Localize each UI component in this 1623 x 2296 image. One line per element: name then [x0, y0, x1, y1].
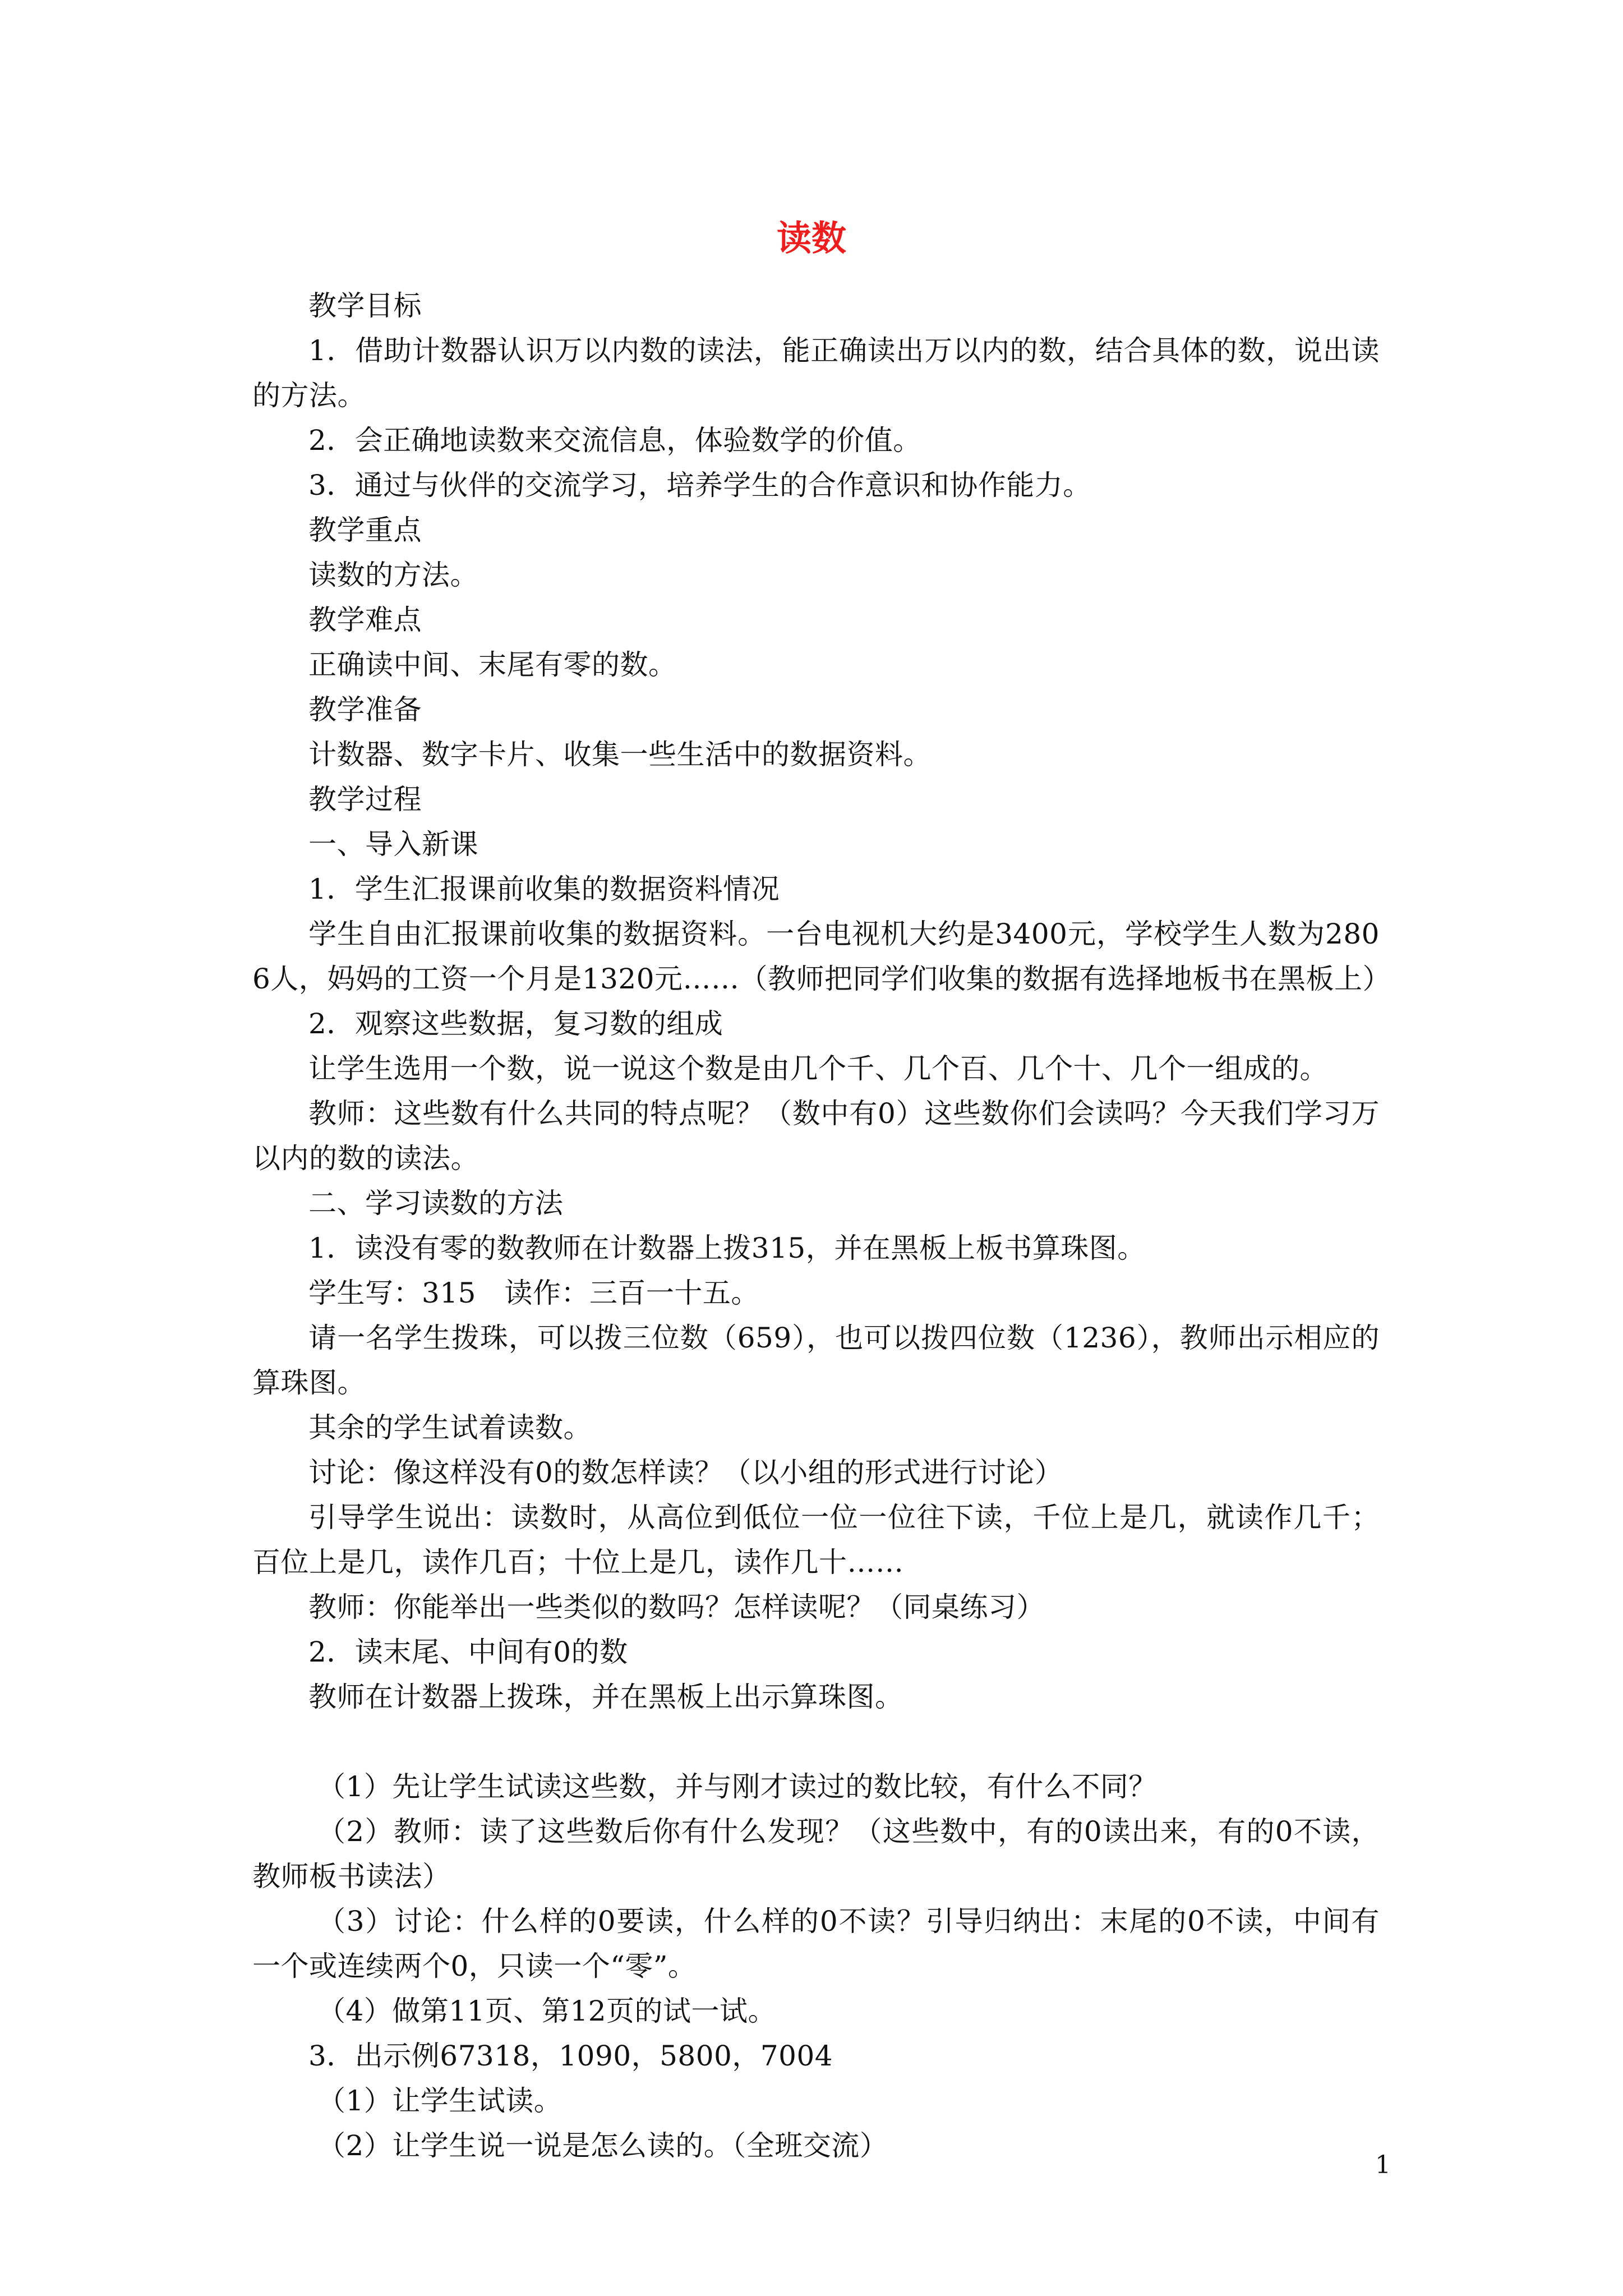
- preparation-text: 计数器、数字卡片、收集一些生活中的数据资料。: [308, 738, 932, 771]
- section-heading-difficulty: 教学难点: [308, 604, 422, 636]
- page-number: 1: [1375, 2151, 1391, 2179]
- activity-1: （1）先让学生试读这些数，并与刚才读过的数比较，有什么不同？: [317, 1770, 1157, 1803]
- activity-2: （2）教师：读了这些数后你有什么发现？（这些数中，有的0读出来，有的0不读，教师板书读法）: [252, 1815, 1380, 1893]
- section-heading-key-point: 教学重点: [308, 514, 422, 546]
- reading-rule: 引导学生说出：读数时，从高位到低位一位一位往下读，千位上是几，就读作几千；百位上是几，读作几百；十位上是几，读作几十……: [252, 1501, 1380, 1579]
- objective-3: 3．通过与伙伴的交流学习，培养学生的合作意识和协作能力。: [308, 469, 1091, 501]
- example-step-2: （2）让学生说一说是怎么读的。（全班交流）: [317, 2129, 888, 2162]
- part-two-heading: 二、学习读数的方法: [308, 1187, 564, 1220]
- objective-1: 1．借助计数器认识万以内数的读法，能正确读出万以内的数，结合具体的数，说出读的方法。: [252, 334, 1380, 412]
- key-point-text: 读数的方法。: [308, 559, 478, 591]
- example-step-1: （1）让学生试读。: [317, 2085, 562, 2117]
- discussion-no-zero: 讨论：像这样没有0的数怎样读？（以小组的形式进行讨论）: [308, 1456, 1063, 1489]
- step-2-heading: 2．观察这些数据，复习数的组成: [308, 1007, 723, 1040]
- teacher-practice: 教师：你能举出一些类似的数吗？怎样读呢？（同桌练习）: [308, 1591, 1045, 1623]
- teacher-question: 教师：这些数有什么共同的特点呢？（数中有0）这些数你们会读吗？今天我们学习万以内的数的读法。: [252, 1097, 1380, 1175]
- bead-activity: 请一名学生拨珠，可以拨三位数（659），也可以拨四位数（1236），教师出示相应的算珠图。: [252, 1322, 1380, 1399]
- reading-no-zero: 1．读没有零的数教师在计数器上拨315，并在黑板上板书算珠图。: [308, 1232, 1146, 1264]
- objective-2: 2．会正确地读数来交流信息，体验数学的价值。: [308, 424, 921, 457]
- example-numbers: 3．出示例67318，1090，5800，7004: [308, 2040, 833, 2072]
- step-1-heading: 1．学生汇报课前收集的数据资料情况: [308, 873, 780, 905]
- section-heading-process: 教学过程: [308, 783, 422, 816]
- activity-3: （3）讨论：什么样的0要读，什么样的0不读？引导归纳出：末尾的0不读，中间有一个或连续两个0，只读一个“零”。: [252, 1905, 1380, 1982]
- reading-with-zero-heading: 2．读末尾、中间有0的数: [308, 1636, 628, 1668]
- activity-4: （4）做第11页、第12页的试一试。: [317, 1995, 777, 2027]
- paragraph-spacer: [252, 1719, 1380, 1764]
- step-2-text: 让学生选用一个数，说一说这个数是由几个千、几个百、几个十、几个一组成的。: [308, 1052, 1328, 1085]
- section-heading-objectives: 教学目标: [308, 289, 422, 322]
- section-heading-preparation: 教学准备: [308, 693, 422, 726]
- step-1-text: 学生自由汇报课前收集的数据资料。一台电视机大约是3400元，学校学生人数为2806人，妈妈的工资一个月是1320元……（教师把同学们收集的数据有选择地板书在黑板上）: [252, 918, 1391, 995]
- difficulty-text: 正确读中间、末尾有零的数。: [308, 648, 677, 681]
- counter-demonstration: 教师在计数器上拨珠，并在黑板上出示算珠图。: [308, 1681, 903, 1713]
- document-title: 读数: [776, 218, 846, 259]
- other-students-reading: 其余的学生试着读数。: [308, 1411, 592, 1444]
- part-one-heading: 一、导入新课: [308, 828, 478, 861]
- document-body: [252, 283, 1391, 2168]
- student-writing: 学生写：315 读作：三百一十五。: [308, 1277, 759, 1309]
